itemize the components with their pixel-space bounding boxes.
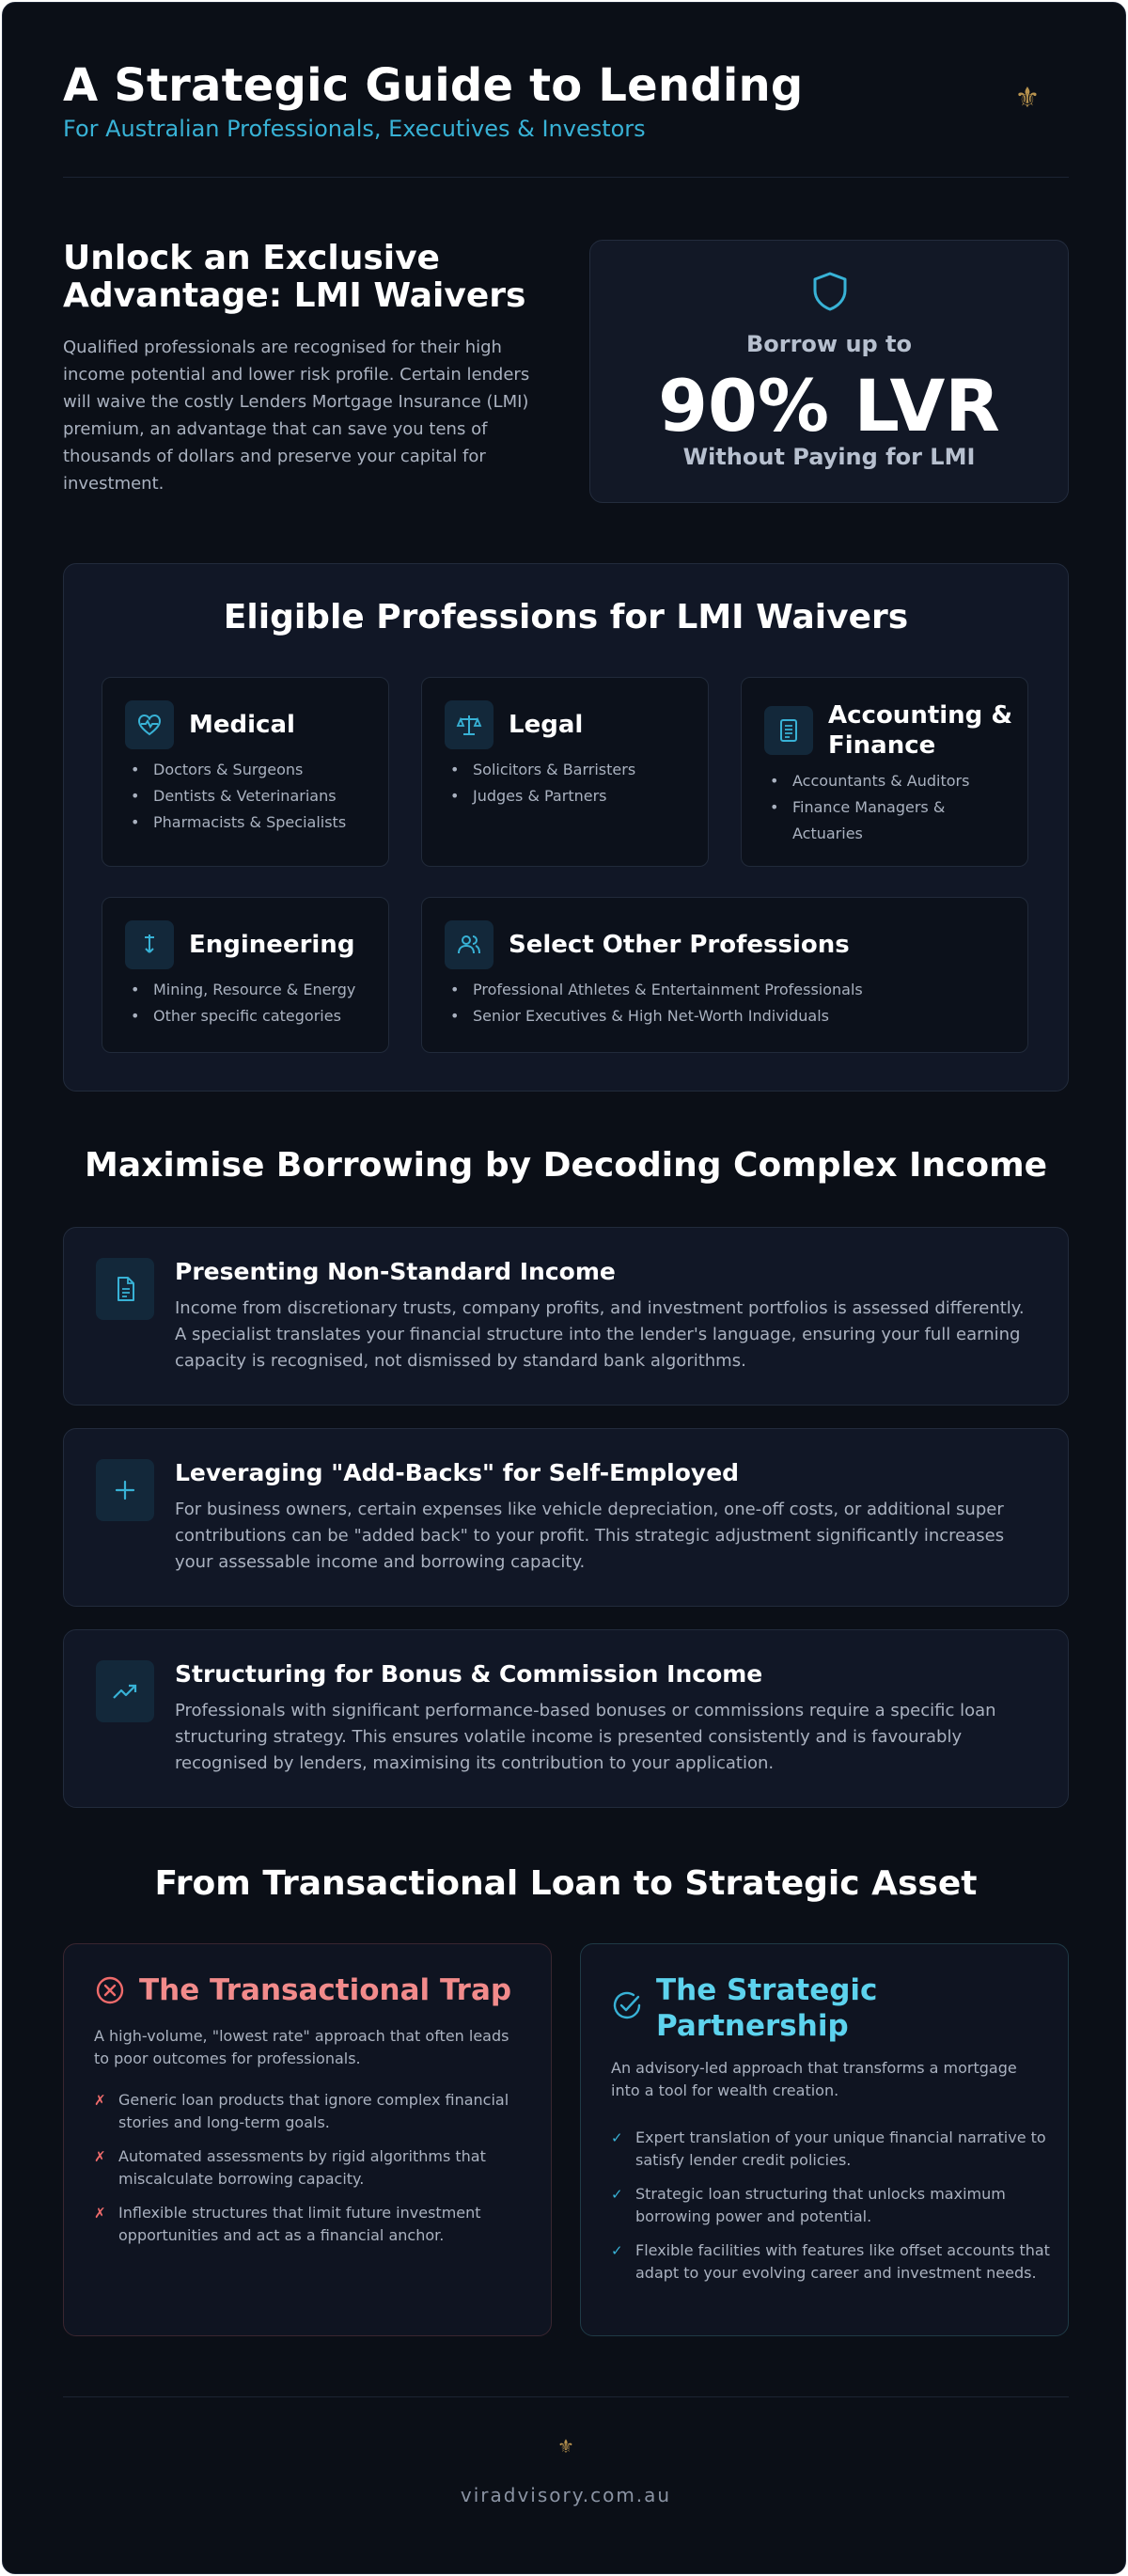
list-item: • Mining, Resource & Energy	[131, 977, 355, 1003]
lvr-figure: 90% LVR	[658, 364, 1000, 448]
list-item: • Other specific categories	[131, 1003, 355, 1029]
footer	[63, 2396, 1069, 2528]
compare-heading: From Transactional Loan to Strategic Asset	[154, 1864, 978, 1903]
brand-logo	[999, 84, 1056, 118]
lvr-card	[589, 240, 1069, 503]
list-item: • Judges & Partners	[450, 783, 635, 809]
profession-title: Select Other Professions	[509, 931, 850, 959]
fleur-de-lis-icon: ⚜	[557, 2435, 574, 2458]
profession-title: Engineering	[189, 931, 355, 959]
profession-card-engineering	[102, 897, 389, 1053]
cross-icon: ✗	[94, 2148, 106, 2165]
profession-card-accounting	[741, 677, 1028, 867]
lmi-section	[63, 240, 1069, 505]
list-item: ✓ Expert translation of your unique financial narrative to satisfy lender credit policies.	[611, 2128, 1046, 2169]
list-item: • Doctors & Surgeons	[131, 757, 346, 783]
profession-list	[131, 977, 355, 1029]
trend-up-icon	[96, 1660, 154, 1722]
income-card-title: Presenting Non-Standard Income	[175, 1258, 616, 1285]
professions-heading: Eligible Professions for LMI Waivers	[223, 598, 909, 636]
profession-title: Medical	[189, 711, 295, 739]
lvr-caption: Without Paying for LMI	[682, 444, 976, 470]
strategic-list	[611, 2127, 1053, 2296]
list-item: • Dentists & Veterinarians	[131, 783, 346, 809]
profession-list	[131, 757, 346, 836]
list-item: • Pharmacists & Specialists	[131, 809, 346, 836]
profession-card-medical	[102, 677, 389, 867]
profession-title: Legal	[509, 711, 584, 739]
income-card-body: For business owners, certain expenses like vehicle depreciation, one-off costs, or additional super contributions can be "added back" to your profit. This strategic adjustment significantly increases your assessable income and borrowing capacity.	[175, 1500, 1005, 1572]
trap-description: A high-volume, "lowest rate" approach that often leads to poor outcomes for professionals.	[94, 2027, 509, 2067]
professions-section	[63, 563, 1069, 1092]
list-item: ✗ Generic loan products that ignore complex financial stories and long-term goals.	[94, 2091, 509, 2131]
lmi-description: Qualified professionals are recognised for their high income potential and lower risk profile. Certain lenders will waive the costly Lenders Mortgage Insurance (LMI) premium, an advantage that can save you tens of thousands of dollars and preserve your capital for investment.	[63, 338, 530, 494]
trap-list	[94, 2089, 536, 2258]
lvr-intro: Borrow up to	[745, 331, 913, 357]
transactional-trap-card	[63, 1943, 552, 2336]
profession-title: Accounting & Finance	[828, 701, 1013, 760]
check-icon: ✓	[611, 2186, 623, 2203]
list-item: • Senior Executives & High Net-Worth Individuals	[450, 1003, 863, 1029]
income-card-title: Structuring for Bonus & Commission Income	[175, 1660, 763, 1688]
page-subtitle: For Australian Professionals, Executives & Investors	[63, 116, 646, 142]
cross-icon: ✗	[94, 2205, 106, 2222]
list-item: ✓ Flexible facilities with features like offset accounts that adapt to your evolving career and investment needs.	[611, 2241, 1050, 2282]
profession-list	[450, 757, 635, 809]
list-item: • Solicitors & Barristers	[450, 757, 635, 783]
trap-title: The Transactional Trap	[139, 1973, 512, 2007]
list-item: • Professional Athletes & Entertainment Professionals	[450, 977, 863, 1003]
strategic-description: An advisory-led approach that transforms a mortgage into a tool for wealth creation.	[611, 2059, 1017, 2099]
x-circle-icon	[94, 1974, 126, 2006]
check-circle-icon	[611, 1989, 643, 2021]
shield-icon	[811, 271, 849, 312]
plus-icon	[96, 1459, 154, 1521]
profession-card-other	[421, 897, 1028, 1053]
check-icon: ✓	[611, 2242, 623, 2259]
header	[63, 57, 1069, 178]
list-item: ✗ Inflexible structures that limit future investment opportunities and act as a financial anchor.	[94, 2204, 481, 2244]
income-card-bonus	[63, 1629, 1069, 1808]
tool-icon	[125, 920, 174, 969]
logo-tagline	[999, 114, 1056, 118]
income-card-body: Income from discretionary trusts, company profits, and investment portfolios is assessed differently. A specialist translates your financial structure into the lender's language, ensuring your full earning capacity is recognised, not dismissed by standard bank algorithms.	[175, 1298, 1025, 1371]
list-item: ✗ Automated assessments by rigid algorithms that miscalculate borrowing capacity.	[94, 2147, 486, 2188]
page-title: A Strategic Guide to Lending	[63, 59, 804, 112]
profession-list	[450, 977, 863, 1029]
income-card-add-backs	[63, 1428, 1069, 1607]
income-card-body: Professionals with significant performance-based bonuses or commissions require a specific loan structuring strategy. This ensures volatile income is presented consistently and is favourably recognised by lenders, maximising its contribution to your application.	[175, 1701, 996, 1773]
income-heading: Maximise Borrowing by Decoding Complex Income	[85, 1146, 1047, 1185]
scales-icon	[445, 700, 494, 749]
footer-url[interactable]: viradvisory.com.au	[460, 2484, 672, 2506]
ledger-icon	[764, 706, 813, 755]
cross-icon: ✗	[94, 2092, 106, 2109]
list-item: • Finance Managers & Actuaries	[770, 794, 1014, 847]
income-card-non-standard	[63, 1227, 1069, 1406]
strategic-partnership-card	[580, 1943, 1069, 2336]
list-item: • Accountants & Auditors	[770, 768, 1014, 794]
strategic-title: The Strategic Partnership	[656, 1973, 878, 2043]
list-item: ✓ Strategic loan structuring that unlocks maximum borrowing power and potential.	[611, 2185, 1006, 2225]
check-icon: ✓	[611, 2129, 623, 2146]
lmi-heading: Unlock an Exclusive Advantage: LMI Waivers	[63, 239, 526, 315]
fleur-de-lis-icon: ⚜	[1014, 82, 1041, 115]
profession-card-legal	[421, 677, 709, 867]
document-icon	[96, 1258, 154, 1320]
page-frame	[2, 2, 1126, 2574]
profession-list	[770, 768, 1014, 847]
users-icon	[445, 920, 494, 969]
heart-pulse-icon	[125, 700, 174, 749]
income-card-title: Leveraging "Add-Backs" for Self-Employed	[175, 1459, 740, 1486]
